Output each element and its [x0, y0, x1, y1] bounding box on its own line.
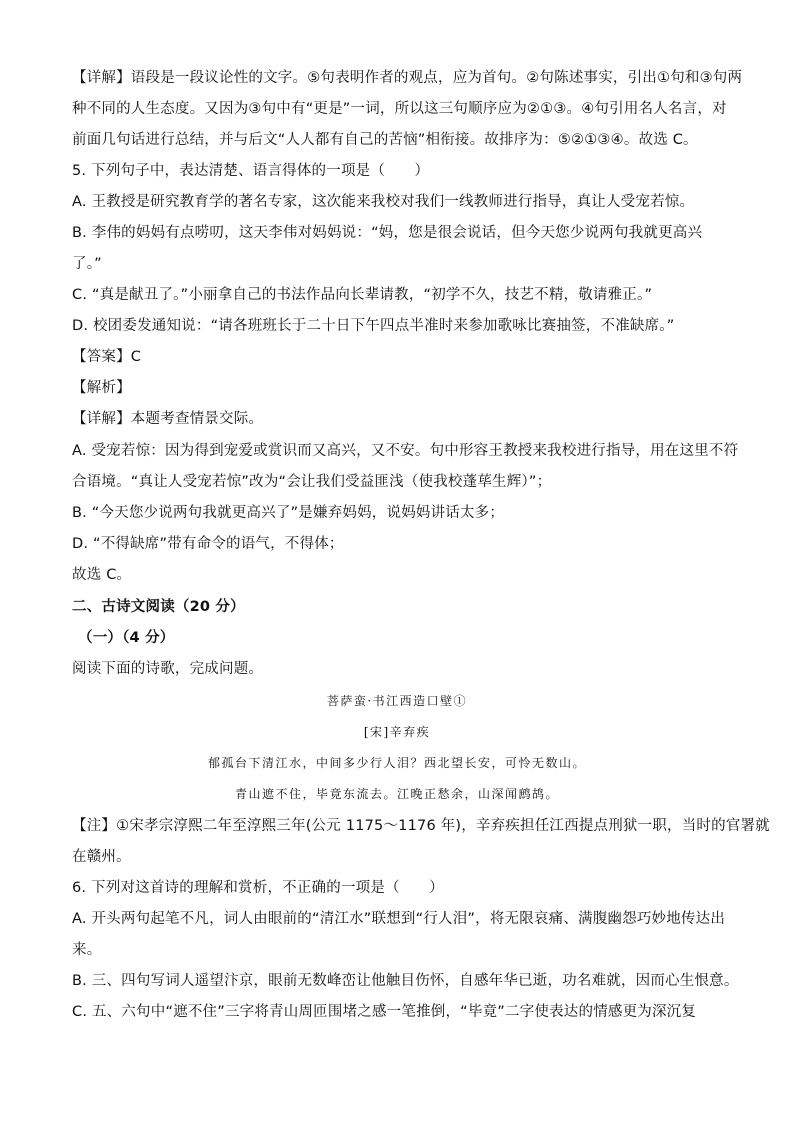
- section-2-heading: 二、古诗文阅读（20 分）: [72, 599, 245, 615]
- question-5-option-b-line-2: 了。”: [72, 256, 102, 272]
- explanation-line-1: 【详解】语段是一段议论性的文字。⑤句表明作者的观点，应为首句。②句陈述事实，引出①句和③句两: [72, 70, 743, 86]
- subsection-heading: （一）（4 分）: [78, 630, 175, 646]
- note-line-1: 【注】①宋孝宗淳熙二年至淳熙三年(公元 1175～1176 年)，辛弃疾担任江西提点刑狱一职，当时的官署就: [72, 818, 770, 834]
- detail-intro: 【详解】本题考查情景交际。: [72, 411, 264, 427]
- explain-a-line-1: A. 受宠若惊：因为得到宠爱或赏识而又高兴，又不安。句中形容王教授来我校进行指导，用在这里不符: [72, 443, 739, 459]
- poem-line-1: 郁孤台下清江水，中间多少行人泪？西北望长安，可怜无数山。: [207, 756, 586, 770]
- poem-title: 菩萨蛮·书江西造口壁①: [326, 694, 468, 708]
- explain-d: D. “不得缺席”带有命令的语气，不得体；: [72, 536, 344, 552]
- explanation-line-3: 前面几句话进行总结，并与后文“人人都有自己的苦恼”相衔接。故排序为：⑤②①③④。故选 C。: [72, 132, 698, 148]
- poem-line-2: 青山遮不住，毕竟东流去。江晚正愁余，山深闻鹧鸪。: [234, 787, 559, 801]
- explanation-line-2: 种不同的人生态度。又因为③句中有“更是”一词，所以这三句顺序应为②①③。④句引用名人名言，对: [72, 101, 727, 117]
- conclusion: 故选 C。: [72, 567, 132, 583]
- question-6-stem: 6. 下列对这首诗的理解和赏析，不正确的一项是（ ）: [72, 880, 444, 896]
- answer-label: 【答案】C: [72, 349, 142, 365]
- question-5-option-d: D. 校团委发通知说：“请各班班长于二十日下午四点半准时来参加歌咏比赛抽签，不准缺席。”: [72, 318, 675, 334]
- question-5-option-c: C. “真是献丑了。”小丽拿自己的书法作品向长辈请教，“初学不久，技艺不精，敬请雅正。”: [72, 287, 653, 303]
- explain-a-line-2: 合语境。“真让人受宠若惊”改为“会让我们受益匪浅（使我校蓬荜生辉）”；: [72, 474, 552, 490]
- question-6-option-a-line-1: A. 开头两句起笔不凡，词人由眼前的“清江水”联想到“行人泪”，将无限哀痛、满腹幽怨巧妙地传达出: [72, 911, 726, 927]
- question-5-option-b-line-1: B. 李伟的妈妈有点唠叨，这天李伟对妈妈说：“妈，您是很会说话，但今天您少说两句我就更高兴: [72, 225, 703, 241]
- poem-author: [宋]辛弃疾: [363, 725, 431, 739]
- question-6-option-a-line-2: 来。: [72, 942, 102, 958]
- note-line-2: 在赣州。: [72, 849, 131, 865]
- question-5-option-a: A. 王教授是研究教育学的著名专家，这次能来我校对我们一线教师进行指导，真让人受宠若惊。: [72, 194, 695, 210]
- analysis-label: 【解析】: [72, 380, 131, 396]
- explain-b: B. “今天您少说两句我就更高兴了”是嫌弃妈妈，说妈妈讲话太多；: [72, 505, 505, 521]
- question-6-option-b: B. 三、四句写词人遥望汴京，眼前无数峰峦让他触目伤怀，自感年华已逝，功名难就，因而心生恨意。: [72, 973, 739, 989]
- reading-instruction: 阅读下面的诗歌，完成问题。: [72, 661, 264, 677]
- question-5-stem: 5. 下列句子中，表达清楚、语言得体的一项是（ ）: [72, 163, 430, 179]
- question-6-option-c: C. 五、六句中“遮不住”三字将青山周匝围堵之感一笔推倒，“毕竟”二字使表达的情感更为深沉复: [72, 1004, 697, 1020]
